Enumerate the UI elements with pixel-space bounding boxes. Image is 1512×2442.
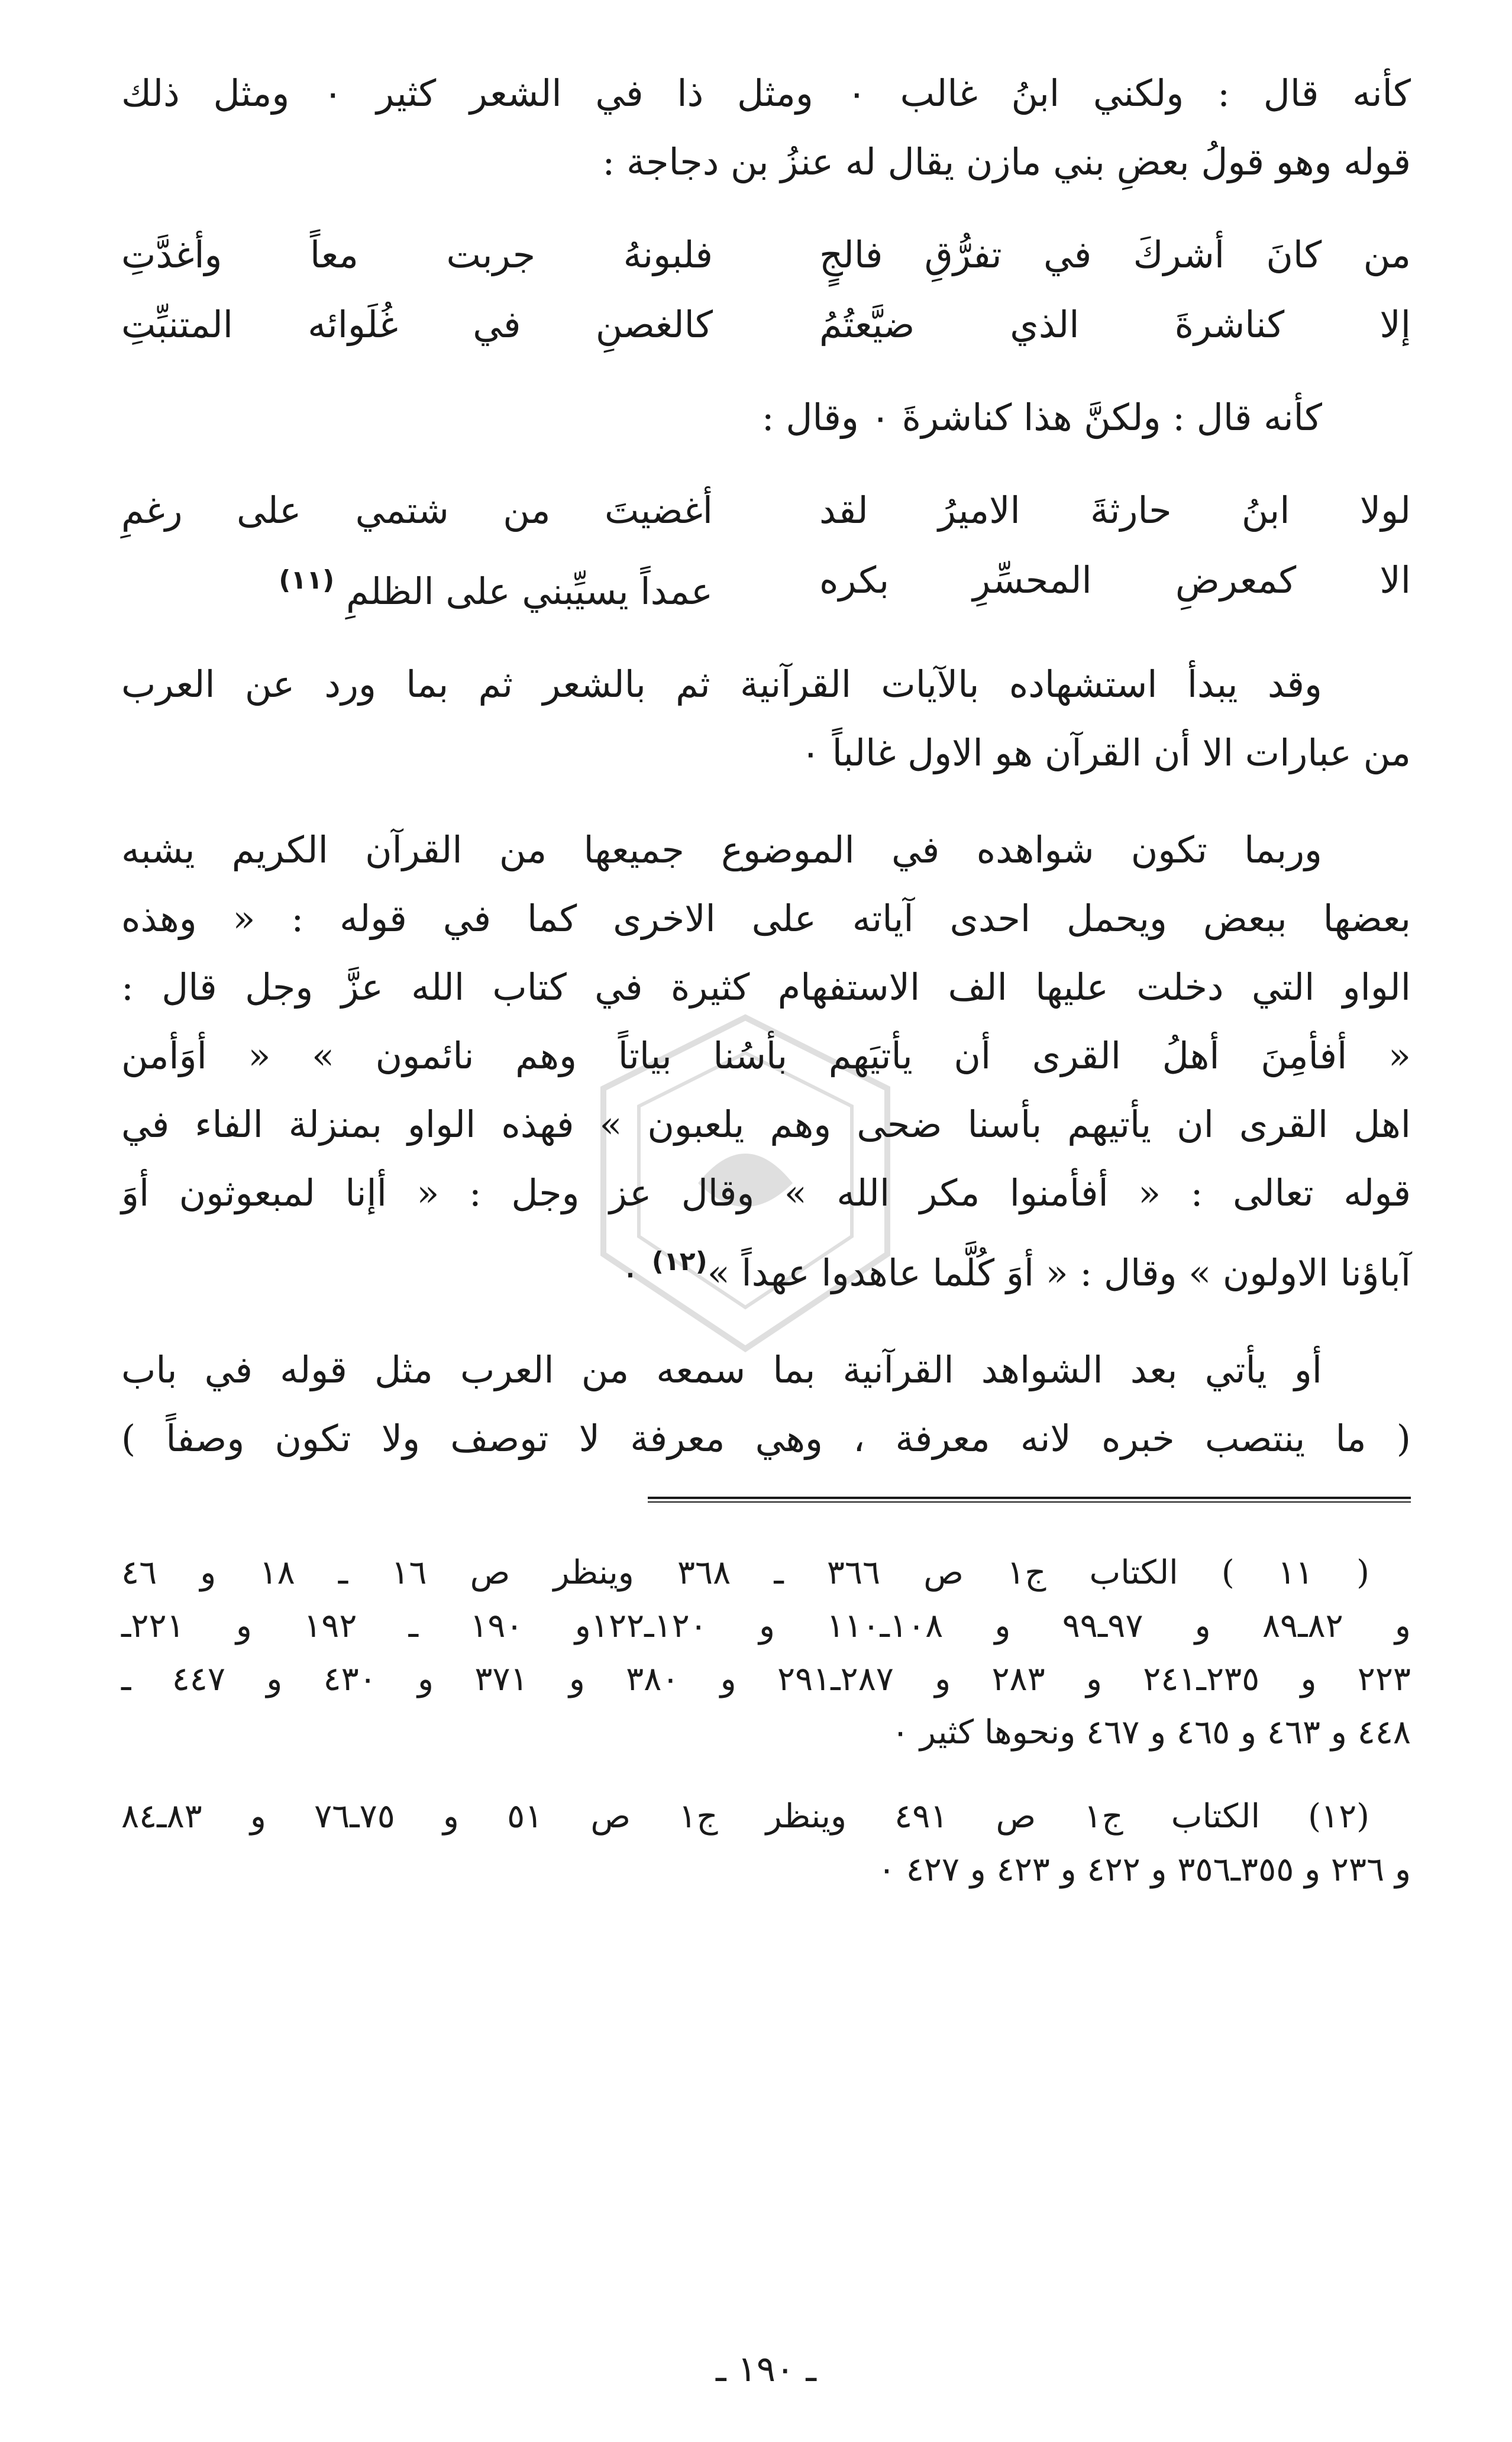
footnote-marker-11: (١١) [279, 565, 335, 595]
text-segment: ٠ [620, 1251, 641, 1294]
paragraph-5 [121, 1336, 1411, 1473]
paragraph-3 [121, 650, 1411, 787]
footnote-line: ٢٢٣ و ٢٣٥ـ٢٤١ و ٢٨٣ و ٢٨٧ـ٢٩١ و ٣٨٠ و ٣٧١ و ٤٣٠ و ٤٤٧ ـ [121, 1660, 1411, 1698]
text-line: كأنه قال : ولكني ابنُ غالب ٠ ومثل ذا في الشعر كثير ٠ ومثل ذلك [121, 72, 1411, 115]
poem-verses-1 [121, 220, 1411, 360]
footnote-line: ( ١١ ) الكتاب ج١ ص ٣٦٦ ـ ٣٦٨ وينظر ص ١٦ ـ ١٨ و ٤٦ [121, 1553, 1369, 1592]
footnote-line: و ٢٣٦ و ٣٥٥ـ٣٥٦ و ٤٢٢ و ٤٢٣ و ٤٢٧ ٠ [877, 1850, 1411, 1889]
text-line: الواو التي دخلت عليها الف الاستفهام كثيرة في كتاب الله عزَّ وجل قال : [121, 965, 1411, 1009]
verse-line [121, 290, 1411, 360]
page-number: ـ ١٩٠ ـ [716, 2349, 816, 2390]
text-line: « أفأمِنَ أهلُ القرى أن يأتيَهم بأسُنا بياتاً وهم نائمون » « أوَأمن [121, 1034, 1411, 1077]
footnotes [121, 1546, 1411, 1897]
verse-line [121, 476, 1411, 545]
text-line: قوله وهو قولُ بعضِ بني مازن يقال له عنزُ بن دجاجة : [602, 140, 1411, 183]
verse-first-hemistich: إلا كناشرةَ الذي ضيَّعتُمُ [819, 303, 1411, 346]
footnote-marker-12: (١٢) [651, 1246, 707, 1277]
verse-first-hemistich: من كانَ أشركَ في تفرُّقِ فالجٍ [819, 233, 1411, 276]
verse-line [121, 220, 1411, 290]
separator-line [648, 1501, 1411, 1503]
verse-first-hemistich: لولا ابنُ حارثةَ الاميرُ لقد [819, 489, 1411, 532]
footnote-separator [121, 1497, 1411, 1505]
text-line: وربما تكون شواهده في الموضوع جميعها من القرآن الكريم يشبه [121, 828, 1322, 871]
book-page [121, 59, 1411, 2390]
footnote-line: (١٢) الكتاب ج١ ص ٤٩١ وينظر ج١ ص ٥١ و ٧٥ـ٧٦ و ٨٣ـ٨٤ [121, 1797, 1370, 1836]
text-line: من عبارات الا أن القرآن هو الاول غالباً ٠ [800, 731, 1411, 774]
text-segment: آباؤنا الاولون » وقال : « أوَ كُلَّما عاهدوا عهداً » [707, 1251, 1411, 1294]
paragraph-2 [121, 383, 1411, 452]
text-line: اهل القرى ان يأتيهم بأسنا ضحى وهم يلعبون » فهذه الواو بمنزلة الفاء في [121, 1103, 1411, 1146]
paragraph-4 [121, 816, 1411, 1307]
poem-verses-2 [121, 476, 1411, 626]
verse-second-hemistich: فلبونهُ جربت معاً وأغدَّتِ [121, 233, 713, 276]
text-line: أو يأتي بعد الشواهد القرآنية بما سمعه من العرب مثل قوله في باب [121, 1348, 1322, 1391]
verse-second-hemistich: كالغصنِ في غُلَوائه المتنبِّتِ [121, 303, 713, 346]
text-line: كأنه قال : ولكنَّ هذا كناشرةَ ٠ وقال : [761, 396, 1322, 439]
text-line: قوله تعالى : « أفأمنوا مكر الله » وقال عز وجل : « أإنا لمبعوثون أوَ [121, 1171, 1411, 1214]
footnote-12 [121, 1790, 1411, 1897]
verse-first-hemistich: الا كمعرضِ المحسِّرِ بكره [819, 558, 1411, 602]
verse-line [121, 545, 1411, 626]
separator-line [648, 1497, 1411, 1499]
verse-second-hemistich: أغضيتَ من شتمي على رغمِ [121, 489, 713, 532]
footnote-line: و ٨٢ـ٨٩ و ٩٧ـ٩٩ و ١٠٨ـ١١٠ و ١٢٠ـ١٢٢و ١٩٠ ـ ١٩٢ و ٢٢١ـ [121, 1607, 1411, 1645]
text-line: ( ما ينتصب خبره لانه معرفة ، وهي معرفة لا توصف ولا تكون وصفاً ) [121, 1417, 1411, 1460]
paragraph-1 [121, 59, 1411, 196]
text-line: بعضها ببعض ويحمل احدى آياته على الاخرى كما في قوله : « وهذه [121, 897, 1411, 940]
verse-text: عمداً يسيِّبني على الظلمِ [345, 570, 713, 613]
text-line: وقد يبدأ استشهاده بالآيات القرآنية ثم بالشعر ثم بما ورد عن العرب [121, 663, 1322, 706]
footnote-11 [121, 1546, 1411, 1759]
verse-second-hemistich [121, 545, 713, 626]
footnote-line: ٤٤٨ و ٤٦٣ و ٤٦٥ و ٤٦٧ ونحوها كثير ٠ [891, 1713, 1411, 1752]
text-line [121, 1228, 1411, 1307]
